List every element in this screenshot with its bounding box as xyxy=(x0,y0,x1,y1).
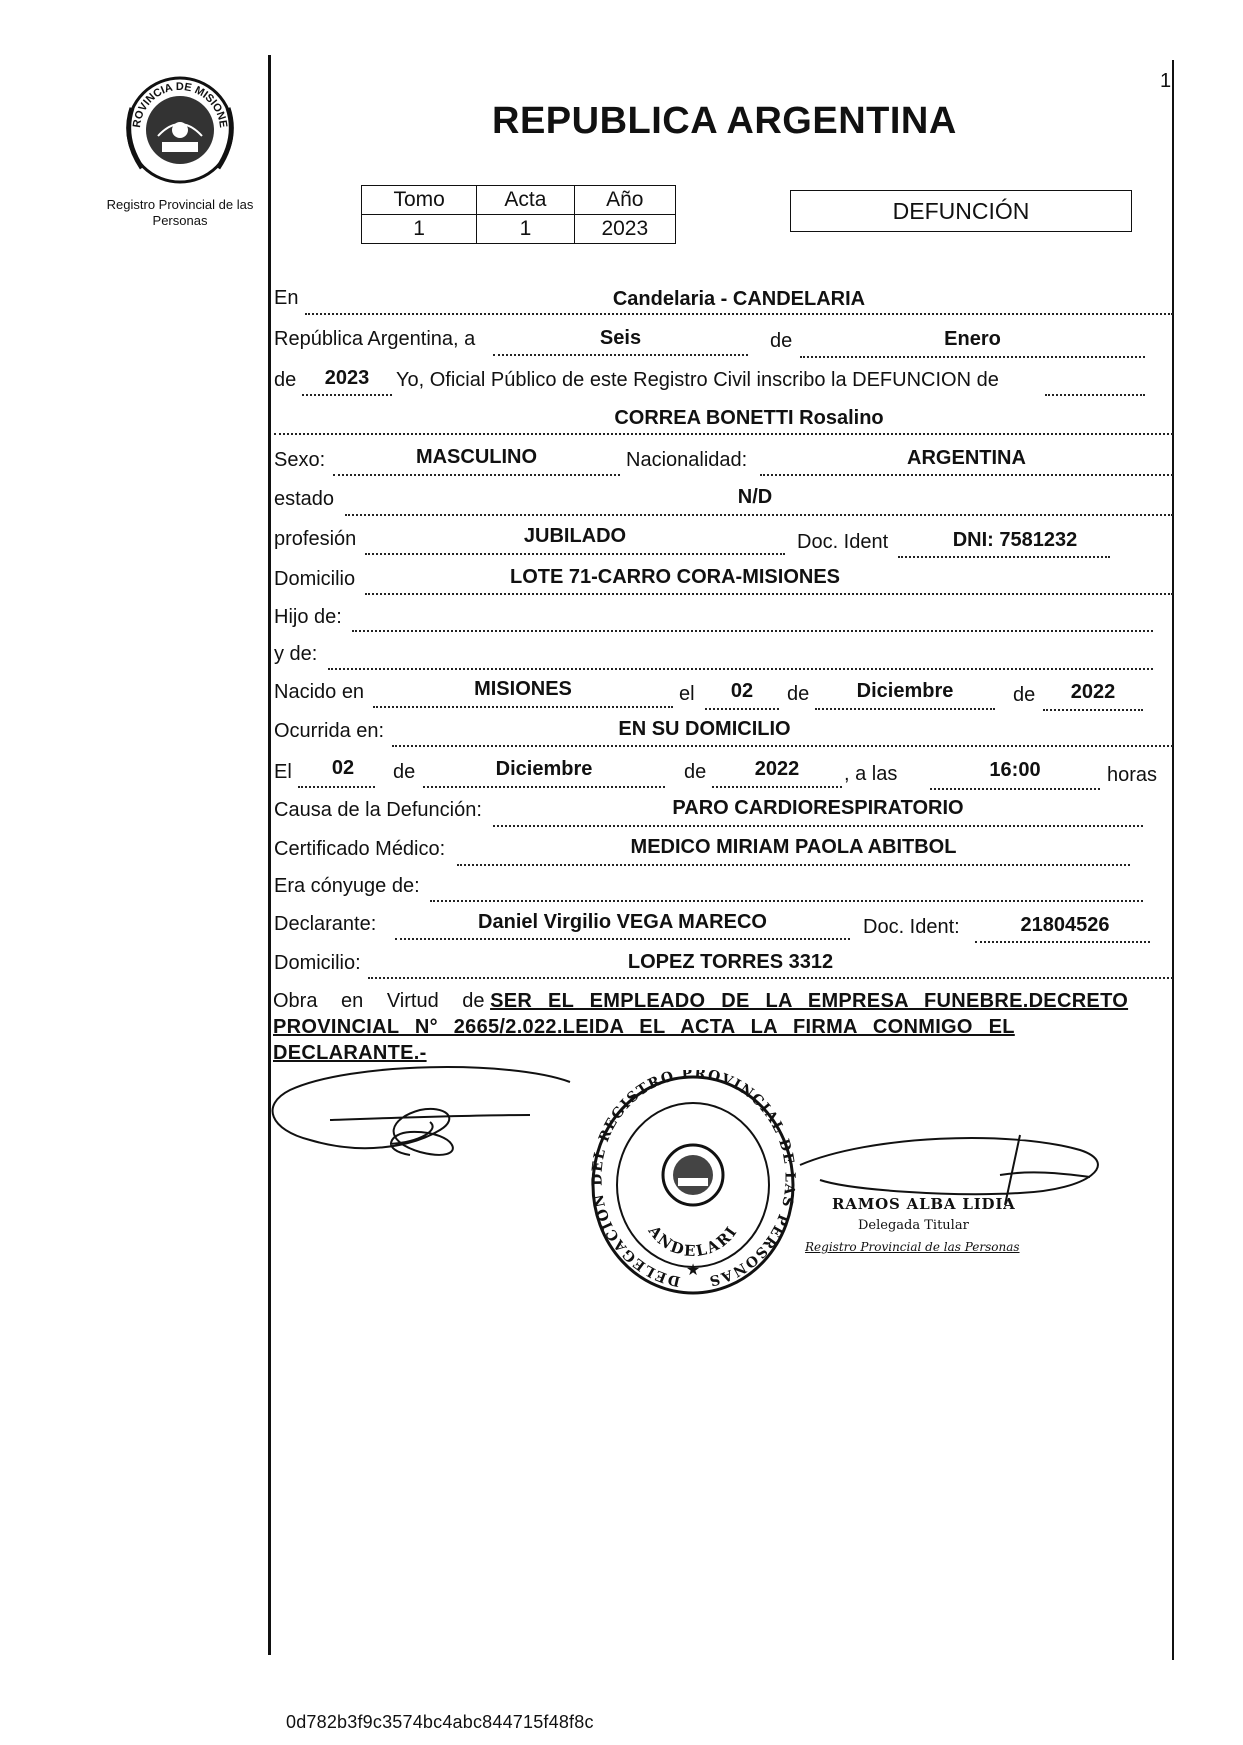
causa-label: Causa de la Defunción: xyxy=(274,799,482,821)
stamp-seal-icon xyxy=(588,1070,798,1300)
horas-label: horas xyxy=(1107,764,1158,786)
dotted-line xyxy=(1043,709,1143,711)
el-label: el xyxy=(679,683,695,705)
de-label: de xyxy=(770,330,793,352)
nacido-label: Nacido en xyxy=(274,681,365,703)
dotted-line xyxy=(392,745,1173,747)
de4-label: de xyxy=(1013,684,1036,706)
el2-label: El xyxy=(274,761,292,783)
de3-label: de xyxy=(787,683,810,705)
dotted-line xyxy=(815,708,995,710)
sexo-value: MASCULINO xyxy=(415,446,538,468)
dotted-line xyxy=(395,938,850,940)
en-value: Candelaria - CANDELARIA xyxy=(612,288,866,310)
domicilio2-label: Domicilio: xyxy=(274,952,361,974)
page-number: 1 xyxy=(1160,70,1172,92)
doc2-label: Doc. Ident: xyxy=(863,916,960,938)
de6-label: de xyxy=(684,761,707,783)
ocurrida-label: Ocurrida en: xyxy=(274,720,385,742)
rep-label: República Argentina, a xyxy=(274,328,476,350)
nacionalidad-value: ARGENTINA xyxy=(907,447,1026,469)
id-table-cell: 2023 xyxy=(574,215,675,244)
birth-day: 02 xyxy=(730,680,754,702)
alas-label: , a las xyxy=(844,763,898,785)
nacionalidad-label: Nacionalidad: xyxy=(626,449,748,471)
page-title: REPUBLICA ARGENTINA xyxy=(492,100,957,142)
profesion-label: profesión xyxy=(274,528,357,550)
dotted-line xyxy=(345,514,1173,516)
svg-text:DELEGACION DEL REGISTRO PROVIN: DELEGACION DEL REGISTRO PROVINCIAL DE LAS PERSONAS xyxy=(589,1070,798,1290)
dotted-line xyxy=(457,864,1130,866)
death-month: Diciembre xyxy=(495,758,593,780)
id-table-header: Tomo xyxy=(362,186,477,215)
doc2-value: 21804526 xyxy=(1020,914,1110,936)
declarant-signature xyxy=(270,1060,590,1180)
dotted-line xyxy=(373,706,673,708)
id-table-cell: 1 xyxy=(362,215,477,244)
sexo-label: Sexo: xyxy=(274,449,326,471)
id-table-cell: 1 xyxy=(477,215,574,244)
registry-name: Registro Provincial de las Personas xyxy=(106,197,254,228)
svg-text:PROVINCIA DE MISIONES: ROVINCIA DE MISIONE xyxy=(130,80,230,129)
id-table-header: Acta xyxy=(477,186,574,215)
declarante-label: Declarante: xyxy=(274,913,377,935)
birth-month: Diciembre xyxy=(856,680,954,702)
left-border-line xyxy=(268,55,271,1655)
dotted-line xyxy=(423,786,665,788)
dotted-line xyxy=(352,630,1153,632)
id-table-header: Año xyxy=(574,186,675,215)
day-value: Seis xyxy=(599,327,642,349)
dotted-line xyxy=(493,354,748,356)
death-time: 16:00 xyxy=(989,759,1041,781)
declarante-value: Daniel Virgilio VEGA MARECO xyxy=(478,911,767,933)
domicilio2-value: LOPEZ TORRES 3312 xyxy=(627,951,834,973)
oficial-text: Yo, Oficial Público de este Registro Civil inscribo la DEFUNCION de xyxy=(396,369,999,391)
birth-year: 2022 xyxy=(1070,681,1116,703)
registry-logo xyxy=(118,68,242,192)
dotted-line xyxy=(274,433,1173,435)
obra-prefix: Obra en Virtud de xyxy=(273,990,485,1012)
death-year: 2022 xyxy=(754,758,800,780)
de5-label: de xyxy=(393,761,416,783)
dotted-line xyxy=(1045,394,1145,396)
dotted-line xyxy=(365,553,785,555)
dotted-line xyxy=(305,313,1173,315)
certificado-value: MEDICO MIRIAM PAOLA ABITBOL xyxy=(630,836,957,858)
dotted-line xyxy=(712,786,842,788)
svg-text:★: ★ xyxy=(685,1262,701,1279)
domicilio-value: LOTE 71-CARRO CORA-MISIONES xyxy=(509,566,841,588)
dotted-line xyxy=(333,474,620,476)
dotted-line xyxy=(705,708,779,710)
dotted-line xyxy=(975,941,1150,943)
document-hash: 0d782b3f9c3574bc4abc844715f48f8c xyxy=(286,1712,594,1732)
obra-paragraph xyxy=(273,988,1173,1066)
official-role: Delegada Titular xyxy=(858,1218,969,1233)
dotted-line xyxy=(430,900,1143,902)
certificado-label: Certificado Médico: xyxy=(274,838,446,860)
id-table xyxy=(361,185,676,244)
year-value: 2023 xyxy=(324,367,370,389)
svg-text:CANDELARIA: ANDELARI xyxy=(644,1222,742,1261)
dotted-line xyxy=(898,556,1110,558)
dotted-line xyxy=(328,668,1153,670)
official-office: Registro Provincial de las Personas xyxy=(805,1240,1020,1254)
death-day: 02 xyxy=(331,757,355,779)
doc-type-box: DEFUNCIÓN xyxy=(790,190,1132,232)
nacido-value: MISIONES xyxy=(474,678,572,700)
official-stamp xyxy=(588,1070,798,1300)
dotted-line xyxy=(365,593,1173,595)
deceased-name: CORREA BONETTI Rosalino xyxy=(614,407,884,429)
conyuge-label: Era cónyuge de: xyxy=(274,875,420,897)
month-value: Enero xyxy=(944,328,1001,350)
profesion-value: JUBILADO xyxy=(523,525,627,547)
dotted-line xyxy=(800,356,1145,358)
en-label: En xyxy=(274,287,299,309)
hijo-label: Hijo de: xyxy=(274,606,342,628)
dotted-line xyxy=(302,394,392,396)
dotted-line xyxy=(298,786,375,788)
dotted-line xyxy=(930,788,1100,790)
dotted-line xyxy=(493,825,1143,827)
dotted-line xyxy=(760,474,1173,476)
estado-value: N/D xyxy=(737,486,773,508)
yde-label: y de: xyxy=(274,643,318,665)
causa-value: PARO CARDIORESPIRATORIO xyxy=(672,797,964,819)
doc-label: Doc. Ident xyxy=(797,531,889,553)
doc-value: DNI: 7581232 xyxy=(952,529,1078,551)
estado-label: estado xyxy=(274,488,335,510)
domicilio-label: Domicilio xyxy=(274,568,356,590)
ocurrida-value: EN SU DOMICILIO xyxy=(618,718,791,740)
coat-of-arms-icon xyxy=(118,68,242,192)
official-name: RAMOS ALBA LIDIA xyxy=(832,1195,1016,1213)
dotted-line xyxy=(368,977,1173,979)
obra-value: SER EL EMPLEADO DE LA EMPRESA FUNEBRE.DECRETO PROVINCIAL N° 2665/2.022.LEIDA EL ACTA LA FIRMA CONMIGO EL DECLARANTE.- xyxy=(273,990,1129,1064)
de2-label: de xyxy=(274,369,297,391)
